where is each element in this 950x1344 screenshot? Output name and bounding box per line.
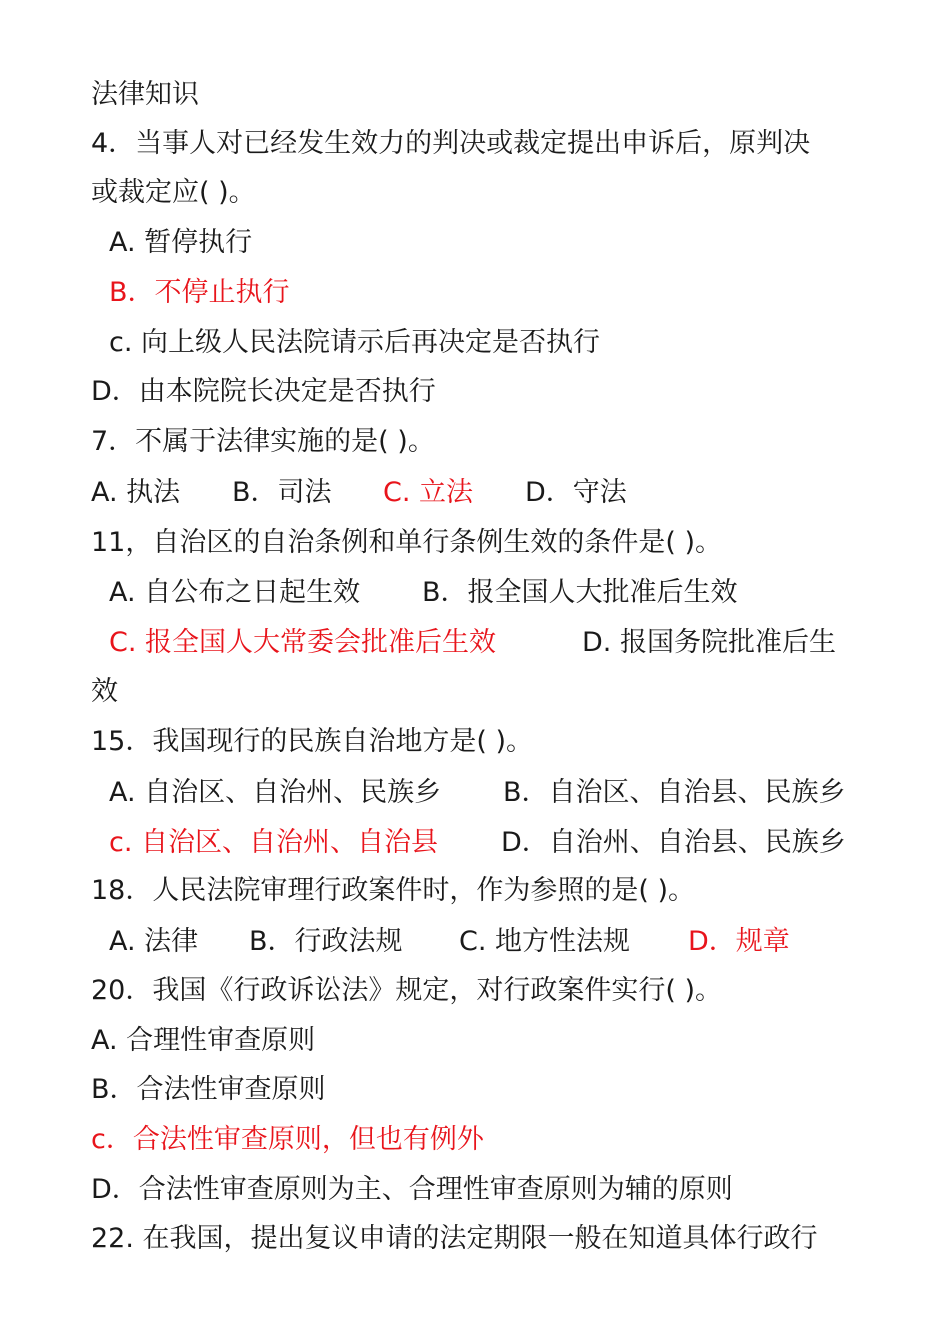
q7-option-a: A. 执法 — [91, 477, 181, 508]
q4-option-d: D．由本院院长决定是否执行 — [91, 376, 436, 407]
q22-stem-line1: 22. 在我国，提出复议申请的法定期限一般在知道具体行政行 — [91, 1223, 818, 1254]
q4-option-b-answer: B．不停止执行 — [109, 277, 290, 308]
q15-option-d: D．自治州、自治县、民族乡 — [501, 827, 846, 858]
q20-option-a: A. 合理性审查原则 — [91, 1025, 316, 1056]
q15-stem: 15．我国现行的民族自治地方是( )。 — [91, 726, 534, 757]
q11-stem: 11，自治区的自治条例和单行条例生效的条件是( )。 — [91, 527, 723, 558]
q7-option-b: B．司法 — [232, 477, 332, 508]
q11-option-c-answer: C. 报全国人大常委会批准后生效 — [109, 627, 497, 658]
q11-option-d-line1: D. 报国务院批准后生 — [582, 627, 836, 658]
q18-option-a: A. 法律 — [109, 926, 199, 957]
q15-option-a: A. 自治区、自治州、民族乡 — [109, 777, 442, 808]
q7-option-d: D．守法 — [525, 477, 627, 508]
q18-option-c: C. 地方性法规 — [459, 926, 631, 957]
q4-stem-line1: 4．当事人对已经发生效力的判决或裁定提出申诉后，原判决 — [91, 128, 811, 159]
q15-option-b: B．自治区、自治县、民族乡 — [503, 777, 846, 808]
q11-option-d-line2: 效 — [91, 676, 118, 707]
q18-option-d-answer: D．规章 — [688, 926, 790, 957]
section-heading: 法律知识 — [91, 79, 199, 110]
q4-option-a: A. 暂停执行 — [109, 227, 253, 258]
q4-option-c: c. 向上级人民法院请示后再决定是否执行 — [109, 327, 601, 358]
q20-option-d: D．合法性审查原则为主、合理性审查原则为辅的原则 — [91, 1174, 733, 1205]
q7-option-c-answer: C. 立法 — [383, 477, 474, 508]
q20-option-c-answer: c．合法性审查原则，但也有例外 — [91, 1124, 484, 1155]
q18-stem: 18．人民法院审理行政案件时，作为参照的是( )。 — [91, 875, 696, 906]
q11-option-a: A. 自公布之日起生效 — [109, 577, 361, 608]
q18-option-b: B．行政法规 — [249, 926, 403, 957]
q7-stem: 7．不属于法律实施的是( )。 — [91, 426, 435, 457]
q20-option-b: B．合法性审查原则 — [91, 1074, 326, 1105]
q11-option-b: B．报全国人大批准后生效 — [422, 577, 738, 608]
q20-stem: 20．我国《行政诉讼法》规定，对行政案件实行( )。 — [91, 975, 723, 1006]
q15-option-c-answer: c. 自治区、自治州、自治县 — [109, 827, 439, 858]
q4-stem-line2: 或裁定应( )。 — [91, 177, 256, 208]
